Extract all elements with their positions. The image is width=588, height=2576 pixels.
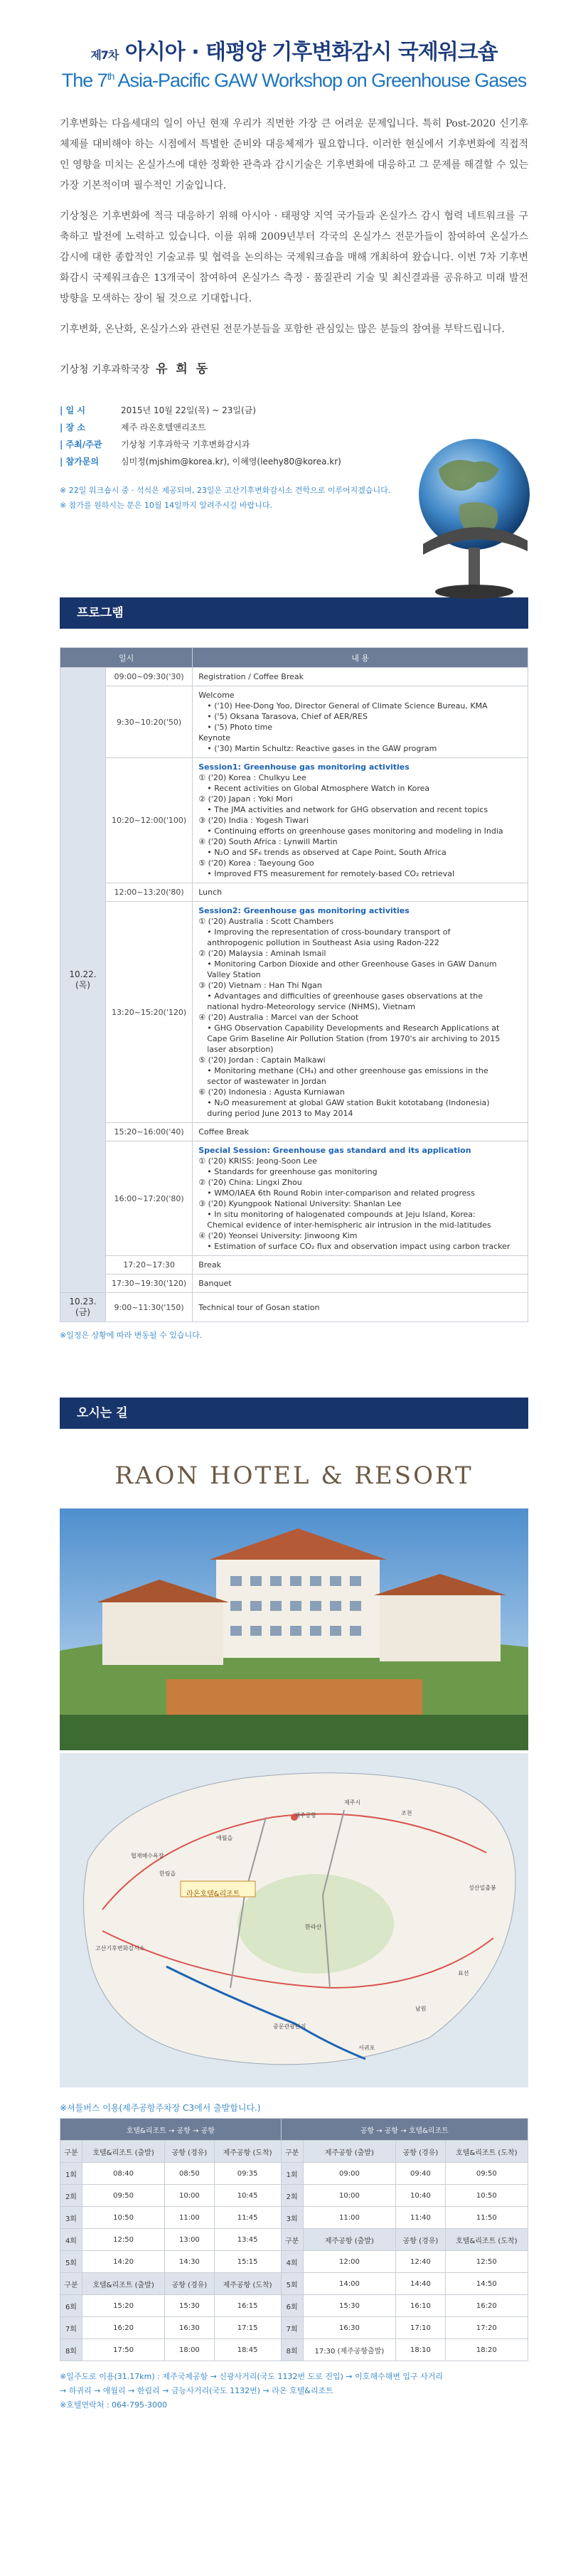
info-key: | 주최/주관 xyxy=(60,436,121,453)
program-line: • ('5) Photo time xyxy=(207,723,273,732)
shuttle-cell: 11:40 xyxy=(396,2207,445,2229)
shuttle-cell: 08:50 xyxy=(165,2163,214,2185)
globe-microphone-image xyxy=(410,427,538,605)
signature xyxy=(60,358,528,376)
program-line: • N₂O measurement at global GAW station Bukit kototabang (Indonesia) xyxy=(207,1098,490,1107)
program-time: 9:00~11:30('150) xyxy=(106,1293,193,1322)
shuttle-cell: 5회 xyxy=(281,2273,303,2295)
shuttle-cell: 09:40 xyxy=(396,2163,445,2185)
shuttle-cell: 08:40 xyxy=(82,2163,164,2185)
program-section-title: 프로그램 xyxy=(60,597,528,629)
shuttle-cell: 15:30 xyxy=(303,2295,396,2317)
program-line: • N₂O and SF₆ trends as observed at Cape Point, South Africa xyxy=(207,848,447,857)
shuttle-cell: 14:40 xyxy=(396,2273,445,2295)
map-label: 한림읍 xyxy=(159,1870,176,1877)
program-line: • ('30) Martin Schultz: Reactive gases in the GAW program xyxy=(207,744,437,753)
shuttle-cell: 제주공항 (출발) xyxy=(303,2229,396,2251)
shuttle-cell: 13:45 xyxy=(214,2229,281,2251)
hotel-photo xyxy=(60,1508,528,1750)
shuttle-cell: 16:30 xyxy=(165,2317,214,2339)
shuttle-header: 구분 xyxy=(60,2141,82,2163)
program-line: ③ ('20) Vietnam : Han Thi Ngan xyxy=(198,981,322,990)
subtitle-sup: th xyxy=(107,70,114,82)
info-key: | 장 소 xyxy=(60,419,121,436)
shuttle-cell: 17:10 xyxy=(396,2317,445,2339)
program-line: • ('10) Hee-Dong Yoo, Director General of Climate Science Bureau, KMA xyxy=(207,701,488,710)
program-line: • Continuing efforts on greenhouse gases monitoring and modeling in India xyxy=(207,826,503,836)
program-row xyxy=(60,758,528,883)
shuttle-cell: 10:40 xyxy=(396,2185,445,2207)
program-line: Keynote xyxy=(198,733,230,743)
shuttle-cell: 10:45 xyxy=(214,2185,281,2207)
program-time: 17:30~19:30('120) xyxy=(106,1274,193,1293)
page-title xyxy=(0,34,588,65)
program-line: Chemical evidence of inter-hemispheric air intrusion in the mid-latitudes xyxy=(207,1220,491,1230)
shuttle-row xyxy=(60,2163,528,2185)
info-value: 심미정(mjshim@korea.kr), 이혜영(leehy80@korea.kr) xyxy=(121,457,341,467)
shuttle-cell: 16:10 xyxy=(396,2295,445,2317)
shuttle-cell: 12:50 xyxy=(445,2251,528,2273)
shuttle-cell: 4회 xyxy=(60,2229,82,2251)
hotel-name: RAON HOTEL & RESORT xyxy=(114,1462,474,1490)
program-line: ④ ('20) Yeonsei University: Jinwoong Kim xyxy=(198,1231,358,1240)
program-line: • Improved FTS measurement for remotely-based CO₂ retrieval xyxy=(207,869,454,878)
program-time: 13:20~15:20('120) xyxy=(106,902,193,1123)
shuttle-cell: 18:45 xyxy=(214,2339,281,2361)
sign-role: 기상청 기후과학국장 xyxy=(60,364,150,376)
program-row xyxy=(60,686,528,758)
program-line: Coffee Break xyxy=(198,1127,249,1137)
map-label: 표선 xyxy=(458,1970,469,1976)
shuttle-cell: 10:50 xyxy=(445,2185,528,2207)
program-content xyxy=(193,1123,528,1141)
intro-paragraph-3: 기후변화, 온난화, 온실가스와 관련된 전문가분들을 포함한 관심있는 많은 분들의 참여를 부탁드립니다. xyxy=(60,324,505,335)
shuttle-cell: 17:15 xyxy=(214,2317,281,2339)
shuttle-cell: 3회 xyxy=(281,2207,303,2229)
program-line: during period June 2013 to May 2014 xyxy=(207,1109,353,1118)
program-line: • Standards for greenhouse gas monitoring xyxy=(207,1167,378,1176)
program-row xyxy=(60,1123,528,1141)
program-date: 10.22. (목) xyxy=(60,668,106,1293)
shuttle-cell: 11:50 xyxy=(445,2207,528,2229)
shuttle-top-row xyxy=(60,2119,528,2141)
shuttle-cell: 17:50 xyxy=(82,2339,164,2361)
shuttle-header: 제주공항 (도착) xyxy=(214,2141,281,2163)
shuttle-cell: 09:00 xyxy=(303,2163,396,2185)
col-content-header: 내 용 xyxy=(193,648,528,668)
shuttle-cell: 16:20 xyxy=(82,2317,164,2339)
shuttle-cell: 14:20 xyxy=(82,2251,164,2273)
program-line: ② ('20) China: Lingxi Zhou xyxy=(198,1178,302,1187)
program-row xyxy=(60,668,528,686)
program-line: • In situ monitoring of halogenated compounds at Jeju Island, Korea: xyxy=(207,1210,476,1219)
intro-paragraph-1: 기후변화는 다음세대의 일이 아닌 현재 우리가 직면한 가장 큰 어려운 문제입니다. 특히 Post-2020 신기후체제를 대비해야 하는 시점에서 특별한 준비와 대응체제가 필요합니다. 이러한 현실에서 기후변화에 직접적인 영향을 미치는 온실가스에 대한 정확한 관측과 감시기술은 기후변화에 대응하고 그 문제를 해결할 수 있는 가장 기본적이며 필수적인 기술입니다. xyxy=(60,118,528,191)
map-label: 라온호텔&리조트 xyxy=(186,1890,240,1898)
col-date-header: 일시 xyxy=(60,648,193,668)
info-key: | 참가문의 xyxy=(60,453,121,470)
program-line: ④ ('20) Australia : Marcel van der Schoot xyxy=(198,1013,359,1022)
map-label: 제주공항 xyxy=(294,1812,316,1819)
shuttle-body xyxy=(60,2163,528,2361)
map-label: 한라산 xyxy=(305,1924,322,1930)
program-time: 9:30~10:20('50) xyxy=(106,686,193,758)
program-line: Session1: Greenhouse gas monitoring activities xyxy=(198,762,410,772)
map-label: 성산일출봉 xyxy=(469,1885,496,1891)
program-date: 10.23. (금) xyxy=(60,1293,106,1322)
shuttle-cell: 14:50 xyxy=(445,2273,528,2295)
program-line: ② ('20) Malaysia : Aminah Ismail xyxy=(198,949,326,958)
shuttle-cell: 17:20 xyxy=(445,2317,528,2339)
sign-name: 유 희 동 xyxy=(156,362,210,376)
map-label: 서귀포 xyxy=(358,2045,375,2051)
shuttle-cell: 11:00 xyxy=(165,2207,214,2229)
shuttle-cell: 4회 xyxy=(281,2251,303,2273)
program-time: 17:20~17:30 xyxy=(106,1256,193,1274)
shuttle-cell: 호텔&리조트 (출발) xyxy=(82,2273,164,2295)
program-time: 10:20~12:00('100) xyxy=(106,758,193,883)
shuttle-cell: 18:20 xyxy=(445,2339,528,2361)
program-line: Lunch xyxy=(198,888,223,897)
program-content xyxy=(193,1141,528,1256)
shuttle-cell: 10:00 xyxy=(165,2185,214,2207)
shuttle-cell: 1회 xyxy=(281,2163,303,2185)
shuttle-header: 구분 xyxy=(281,2141,303,2163)
program-time: 16:00~17:20('80) xyxy=(106,1141,193,1256)
shuttle-cell: 13:00 xyxy=(165,2229,214,2251)
program-row xyxy=(60,1293,528,1322)
program-line: anthropogenic pollution in Southeast Asia using Radon-222 xyxy=(207,938,439,947)
program-line: • Advantages and difficulties of greenhouse gases observations at the xyxy=(207,991,483,1001)
shuttle-cell: 11:00 xyxy=(303,2207,396,2229)
program-header-row xyxy=(60,648,528,668)
shuttle-cell: 8회 xyxy=(281,2339,303,2361)
program-footnote: ※일정은 상황에 따라 변동될 수 있습니다. xyxy=(60,1331,203,1340)
intro xyxy=(0,114,588,597)
shuttle-cell: 12:00 xyxy=(303,2251,396,2273)
shuttle-cell: 12:40 xyxy=(396,2251,445,2273)
program-line: ① ('20) Australia : Scott Chambers xyxy=(198,917,334,926)
shuttle-cell: 5회 xyxy=(60,2251,82,2273)
program-line: • Monitoring methane (CH₄) and other greenhouse gas emissions in the xyxy=(207,1066,488,1075)
intro-paragraph-2: 기상청은 기후변화에 적극 대응하기 위해 아시아 · 태평양 지역 국가들과 온실가스 감시 협력 네트워크를 구축하고 발전에 노력하고 있습니다. 이를 위해 2009년부터 각국의 온실가스 전문가들이 참여하여 온실가스 감시에 대한 종합적인 기술교류 및 협력을 논의하는 국제워크숍을 매해 개최하여 왔습니다. 이번 7차 기후변화감시 국제워크숍은 13개국이 참여하여 온실가스 측정 · 품질관리 기술 및 최신결과를 공유하고 미래 발전방향을 모색하는 장이 될 것으로 기대합니다. xyxy=(60,211,528,304)
map-label: 협재해수욕장 xyxy=(131,1853,164,1859)
shuttle-cell: 18:10 xyxy=(396,2339,445,2361)
program-content xyxy=(193,1256,528,1274)
shuttle-header-row xyxy=(60,2141,528,2163)
title-prefix: 제7차 xyxy=(90,48,119,62)
shuttle-cell: 7회 xyxy=(281,2317,303,2339)
program-line: • Estimation of surface CO₂ flux and observation impact using carbon tracker xyxy=(207,1242,511,1251)
shuttle-cell: 공항 (경유) xyxy=(396,2229,445,2251)
shuttle-row xyxy=(60,2251,528,2273)
shuttle-header: 공항 (경유) xyxy=(396,2141,445,2163)
shuttle-cell: 7회 xyxy=(60,2317,82,2339)
shuttle-cell: 2회 xyxy=(281,2185,303,2207)
program-time: 12:00~13:20('80) xyxy=(106,883,193,902)
program-line: Valley Station xyxy=(207,970,261,979)
shuttle-cell: 6회 xyxy=(281,2295,303,2317)
subtitle-post: Asia-Pacific GAW Workshop on Greenhouse Gases xyxy=(114,70,527,91)
program-content xyxy=(193,902,528,1123)
program-line: ② ('20) Japan : Yoki Mori xyxy=(198,794,293,804)
program-line: • The JMA activities and network for GHG observation and recent topics xyxy=(207,805,488,814)
program-line: Cape Grim Baseline Air Pollution Station (from 1970's air archiving to 2015 xyxy=(207,1034,501,1043)
shuttle-row xyxy=(60,2273,528,2295)
program-content xyxy=(193,758,528,883)
program-line: Welcome xyxy=(198,691,235,700)
map-label: 애월읍 xyxy=(216,1835,233,1841)
info-value: 2015년 10월 22일(목) ~ 23일(금) xyxy=(121,405,256,415)
shuttle-cell: 제주공항 (도착) xyxy=(214,2273,281,2295)
shuttle-cell: 2회 xyxy=(60,2185,82,2207)
directions-section-title: 오시는 길 xyxy=(60,1398,528,1429)
program-line: • Recent activities on Global Atmosphere Watch in Korea xyxy=(207,784,430,793)
program-line: ③ ('20) Kyungpook National University: Shanlan Lee xyxy=(198,1199,402,1208)
shuttle-cell: 09:50 xyxy=(82,2185,164,2207)
shuttle-cell: 17:30 (제주공항출발) xyxy=(303,2339,396,2361)
shuttle-cell: 구분 xyxy=(281,2229,303,2251)
note-line: ※ 참가를 원하시는 분은 10월 14일까지 알려주시길 바랍니다. xyxy=(60,501,272,510)
program-line: • GHG Observation Capability Developments and Research Applications at xyxy=(207,1023,500,1033)
program-content xyxy=(193,1274,528,1293)
program-row xyxy=(60,902,528,1123)
info-row xyxy=(60,402,528,419)
program-line: • Improving the representation of cross-boundary transport of xyxy=(207,927,451,937)
program-line: national hydro-Meteorology service (NHMS), Vietnam xyxy=(207,1002,416,1011)
program-content xyxy=(193,668,528,686)
shuttle-row xyxy=(60,2185,528,2207)
program-line: ⑤ ('20) Jordan : Captain Malkawi xyxy=(198,1055,326,1065)
subtitle-pre: The 7 xyxy=(61,70,107,91)
program-time: 09:00~09:30('30) xyxy=(106,668,193,686)
shuttle-header: 제주공항 (출발) xyxy=(303,2141,396,2163)
map-label: 고산기후변화감시소 xyxy=(95,1945,145,1952)
program-row xyxy=(60,1256,528,1274)
map-labels xyxy=(60,1756,528,2090)
program-line: • ('5) Oksana Tarasova, Chief of AER/RES xyxy=(207,712,368,721)
shuttle-cell: 09:35 xyxy=(214,2163,281,2185)
program-line: Session2: Greenhouse gas monitoring activities xyxy=(198,906,410,915)
shuttle-cell: 16:15 xyxy=(214,2295,281,2317)
map-label: 남원 xyxy=(415,2006,427,2012)
program-row xyxy=(60,883,528,902)
shuttle-cell: 15:30 xyxy=(165,2295,214,2317)
shuttle-cell: 15:20 xyxy=(82,2295,164,2317)
route-info xyxy=(60,2370,528,2412)
program-line: sector of wastewater in Jordan xyxy=(207,1077,326,1086)
shuttle-row xyxy=(60,2229,528,2251)
program-line: Banquet xyxy=(198,1279,232,1288)
shuttle-title: ※셔틀버스 이용(제주공항주차장 C3에서 출발합니다.) xyxy=(60,2103,261,2113)
shuttle-table xyxy=(60,2118,528,2361)
shuttle-top-left: 호텔&리조트 → 공항 → 공항 xyxy=(60,2119,282,2141)
info-value: 제주 라온호텔앤리조트 xyxy=(121,422,206,432)
shuttle-cell: 구분 xyxy=(60,2273,82,2295)
shuttle-cell: 1회 xyxy=(60,2163,82,2185)
info-key: | 일 시 xyxy=(60,402,121,419)
shuttle-top-right: 공항 → 공항 → 호텔&리조트 xyxy=(281,2119,528,2141)
shuttle-cell: 18:00 xyxy=(165,2339,214,2361)
program-line: ⑤ ('20) Korea : Taeyoung Goo xyxy=(198,858,314,868)
program-row xyxy=(60,1274,528,1293)
header xyxy=(0,0,588,114)
shuttle-header: 호텔&리조트 (출발) xyxy=(82,2141,164,2163)
title-main: 아시아 · 태평양 기후변화감시 국제워크숍 xyxy=(124,40,498,65)
shuttle-cell: 09:50 xyxy=(445,2163,528,2185)
shuttle-row xyxy=(60,2339,528,2361)
hotel-contact: ※호텔연락처 : 064-795-3000 xyxy=(60,2400,167,2410)
program-line: Special Session: Greenhouse gas standard and its application xyxy=(198,1146,471,1155)
program-line: • Monitoring Carbon Dioxide and other Greenhouse Gases in GAW Danum xyxy=(207,959,497,969)
shuttle-row xyxy=(60,2207,528,2229)
program-line: laser absorption) xyxy=(207,1045,274,1054)
shuttle-cell: 8회 xyxy=(60,2339,82,2361)
program-content xyxy=(193,686,528,758)
program-line: ⑥ ('20) Indonesia : Agusta Kurniawan xyxy=(198,1087,345,1097)
shuttle-cell: 16:30 xyxy=(303,2317,396,2339)
program-table xyxy=(60,647,528,1322)
program-line: ④ ('20) South Africa : Lynwill Martin xyxy=(198,837,338,846)
map-label: 조천 xyxy=(401,1810,412,1816)
map-label: 제주시 xyxy=(344,1799,361,1806)
shuttle-cell: 14:00 xyxy=(303,2273,396,2295)
shuttle-cell: 공항 (경유) xyxy=(165,2273,214,2295)
shuttle-cell: 호텔&리조트 (도착) xyxy=(445,2229,528,2251)
info-value: 기상청 기후과학국 기후변화감시과 xyxy=(121,440,250,449)
shuttle-cell: 3회 xyxy=(60,2207,82,2229)
program-body xyxy=(60,668,528,1322)
program-row xyxy=(60,1141,528,1256)
route-line: → 하귀리 → 애월리 → 한림리 → 금능사거리(국도 1132번) → 라온 호텔&리조트 xyxy=(60,2386,333,2395)
program-time: 15:20~16:00('40) xyxy=(106,1123,193,1141)
program-line: • WMO/IAEA 6th Round Robin inter-comparison and related progress xyxy=(207,1188,475,1198)
page-subtitle xyxy=(0,70,588,92)
shuttle-header: 호텔&리조트 (도착) xyxy=(445,2141,528,2163)
note-line: ※ 22일 워크숍시 중 · 석식은 제공되며, 23일은 고산기후변화감시소 견학으로 이루어지겠습니다. xyxy=(60,486,391,495)
map-label: 중문관광단지 xyxy=(273,2023,306,2030)
shuttle-cell: 15:15 xyxy=(214,2251,281,2273)
program-content xyxy=(193,883,528,902)
program-line: ③ ('20) India : Yogesh Tiwari xyxy=(198,816,309,825)
shuttle-row xyxy=(60,2295,528,2317)
shuttle-cell: 16:20 xyxy=(445,2295,528,2317)
program-line: ① ('20) KRISS: Jeong-Soon Lee xyxy=(198,1156,318,1166)
shuttle-header: 공항 (경유) xyxy=(165,2141,214,2163)
shuttle-cell: 10:50 xyxy=(82,2207,164,2229)
shuttle-cell: 6회 xyxy=(60,2295,82,2317)
shuttle-cell: 11:45 xyxy=(214,2207,281,2229)
shuttle-cell: 14:30 xyxy=(165,2251,214,2273)
shuttle-row xyxy=(60,2317,528,2339)
program-line: Break xyxy=(198,1260,221,1270)
shuttle-cell: 12:50 xyxy=(82,2229,164,2251)
program-content: Technical tour of Gosan station xyxy=(193,1293,528,1322)
program-line: ① ('20) Korea : Chulkyu Lee xyxy=(198,773,306,782)
program-line: Registration / Coffee Break xyxy=(198,672,304,681)
route-line: ※일주도로 이용(31.17km) : 제주국제공항 → 신광사거리(국도 1132번 도로 진입) → 이호해수해변 입구 사거리 xyxy=(60,2372,443,2381)
shuttle-cell: 10:00 xyxy=(303,2185,396,2207)
